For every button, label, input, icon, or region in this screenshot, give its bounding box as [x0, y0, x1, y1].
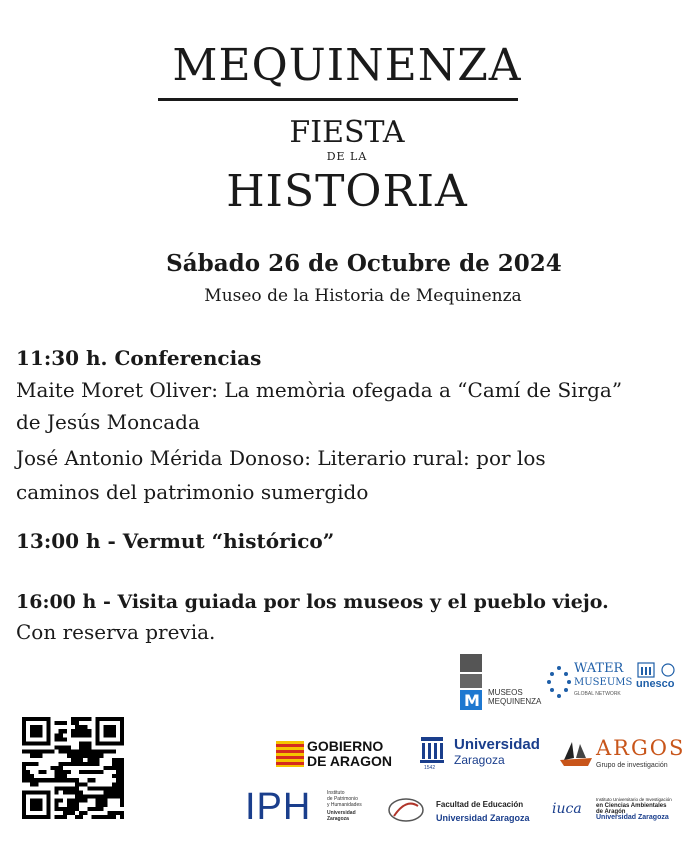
gobierno-label: GOBIERNO	[307, 738, 384, 754]
education-emblem-icon	[386, 796, 426, 824]
slot-1-time: 11:30 h. Conferencias	[16, 346, 262, 370]
ship-icon	[558, 736, 594, 772]
museums-label: MUSEUMS	[574, 677, 633, 688]
unizar-year: 1542	[424, 765, 436, 771]
subtitle-de-la: DE LA	[326, 150, 368, 163]
slot-1-line-4: caminos del patrimonio sumergido	[16, 480, 369, 504]
title-underline	[158, 98, 518, 101]
argos-sub-label: Grupo de investigación	[596, 762, 668, 769]
event-venue: Museo de la Historia de Mequinenza	[204, 286, 522, 306]
iuca-logo	[552, 795, 692, 831]
subtitle-historia: HISTORIA	[226, 166, 468, 217]
educacion-label-2: Universidad Zaragoza	[436, 813, 530, 823]
qr-code	[22, 717, 124, 819]
argos-logo	[558, 734, 688, 776]
facultad-educacion-logo	[386, 796, 546, 832]
unesco-temple-icon	[636, 662, 680, 678]
iuca-line-4: Universidad Zaragoza	[596, 814, 669, 821]
poster-title: MEQUINENZA	[172, 40, 522, 91]
mhm-mark-icon	[458, 652, 486, 712]
mequinenza-label: MEQUINENZA	[488, 697, 542, 706]
museos-label: MUSEOS	[488, 688, 523, 697]
iuca-label: iuca	[552, 801, 582, 817]
slot-1-line-2: de Jesús Moncada	[16, 410, 200, 434]
subtitle-fiesta: FIESTA	[289, 115, 405, 150]
educacion-label-1: Facultad de Educación	[436, 800, 524, 809]
iph-line-5: Zaragoza	[327, 816, 349, 822]
iuca-line-2: en Ciencias Ambientales	[596, 803, 667, 809]
unizar-label-1: Universidad	[454, 736, 540, 753]
iph-label: IPH	[245, 786, 312, 828]
de-aragon-label: DE ARAGON	[307, 753, 393, 769]
slot-1-line-3: José Antonio Mérida Donoso: Literario rural: por los	[16, 446, 546, 470]
iph-line-4: Universidad	[327, 810, 356, 816]
aragon-flag-icon	[276, 741, 304, 767]
museos-mequinenza-logo	[458, 652, 542, 712]
iuca-line-1: Instituto Universitario de Investigación	[596, 797, 672, 802]
water-museums-logo	[546, 660, 686, 706]
unizar-label-2: Zaragoza	[454, 753, 505, 767]
event-date: Sábado 26 de Octubre de 2024	[166, 250, 562, 277]
argos-label: ARGOS	[596, 736, 686, 760]
unizar-building-icon	[418, 735, 446, 765]
svg-text:M: M	[464, 691, 480, 710]
iph-line-2: de Patrimonio	[327, 796, 358, 802]
iph-line-3: y Humanidades	[327, 802, 362, 808]
iuca-line-3: de Aragón	[596, 809, 626, 815]
global-network-label: GLOBAL NETWORK	[574, 691, 621, 697]
water-drops-icon	[546, 664, 572, 700]
unizar-logo	[418, 735, 548, 775]
iph-logo	[245, 787, 375, 829]
water-label: WATER	[574, 661, 624, 676]
gobierno-aragon-logo	[276, 739, 406, 769]
slot-3-note: Con reserva previa.	[16, 620, 216, 644]
slot-2: 13:00 h - Vermut “histórico”	[16, 529, 335, 553]
iph-line-1: Instituto	[327, 790, 345, 796]
slot-3: 16:00 h - Visita guiada por los museos y el pueblo viejo.	[16, 591, 609, 613]
unesco-label: unesco	[636, 678, 675, 690]
slot-1-line-1: Maite Moret Oliver: La memòria ofegada a “Camí de Sirga”	[16, 378, 623, 402]
